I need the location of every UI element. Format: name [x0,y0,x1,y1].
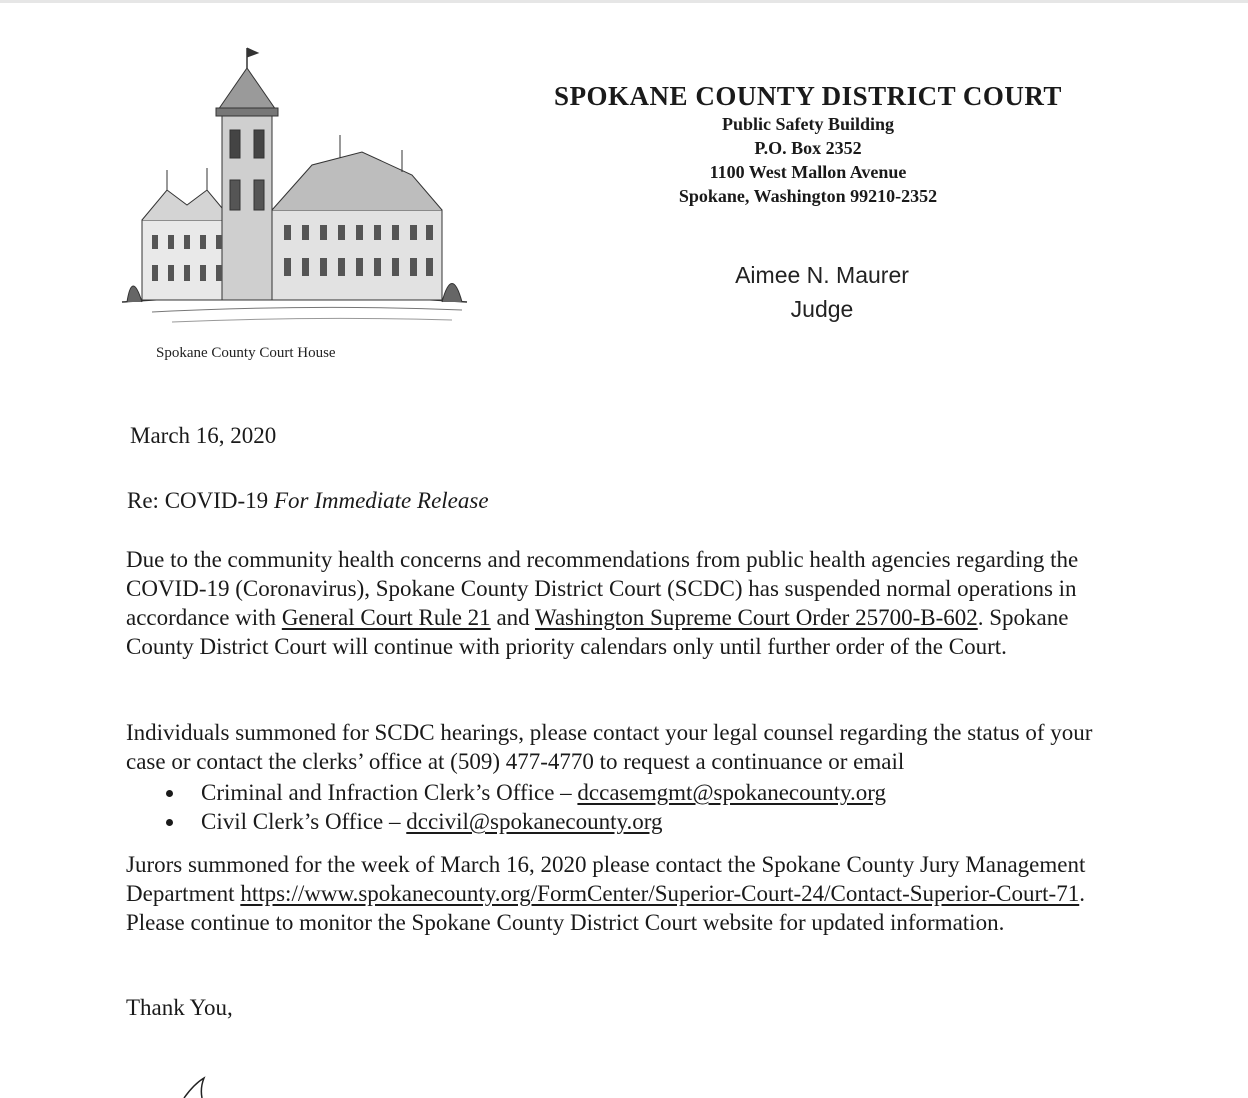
page-top-border [0,0,1248,3]
subject-prefix: Re: COVID-19 [127,488,274,513]
illustration-caption: Spokane County Court House [156,345,336,361]
supreme-court-order-link[interactable]: Washington Supreme Court Order 25700-B-602 [534,605,978,630]
general-court-rule-link[interactable]: General Court Rule 21 [281,605,491,630]
signature-mark [180,1076,220,1098]
bullet-icon [166,819,173,826]
subject-line [127,488,489,514]
criminal-clerk-email-link[interactable]: dccasemgmt@spokanecounty.org [577,780,887,805]
court-building: Public Safety Building [721,114,895,134]
p1-text-3: . Spokane County District Court will continue with priority calendars only until further order of the Court. [126,605,1069,659]
civil-clerk-label: Civil Clerk’s Office – [201,809,407,834]
civil-clerk-email-link[interactable]: dccivil@spokanecounty.org [406,809,663,834]
courthouse-illustration [112,40,474,340]
letter-date: March 16, 2020 [130,423,277,448]
court-header [508,80,1108,208]
bullet-icon [166,790,173,797]
criminal-clerk-label: Criminal and Infraction Clerk’s Office – [201,780,578,805]
subject-italic: For Immediate Release [273,488,489,513]
list-item [160,778,886,807]
jury-management-link[interactable]: https://www.spokanecounty.org/FormCenter/Superior-Court-24/Contact-Superior-Court-71 [240,881,1080,906]
judge-name: Aimee N. Maurer [735,262,909,288]
paragraph-hearings: Individuals summoned for SCDC hearings, please contact your legal counsel regarding the status of your case or contact the clerks’ office at (509) 477-4770 to request a continuance or email [126,720,1093,774]
paragraph-jurors [126,850,1126,937]
p3-text-1: Jurors summoned for the week of March 16, 2020 please contact the Spokane County Jury Management Department [126,852,1086,906]
p3-text-2: . Please continue to monitor the Spokane County District Court website for updated information. [126,881,1085,935]
list-item [160,807,886,836]
judge-title: Judge [790,296,854,322]
court-po-box: P.O. Box 2352 [754,138,862,158]
court-street: 1100 West Mallon Avenue [709,162,907,182]
court-city: Spokane, Washington 99210-2352 [678,186,938,206]
judge-block [622,258,1022,326]
court-name: SPOKANE COUNTY DISTRICT COURT [554,81,1062,111]
clerk-contact-list [160,778,886,836]
paragraph-suspension [126,545,1126,661]
p1-text-1: Due to the community health concerns and recommendations from public health agencies regarding the COVID-19 (Coronavirus), Spokane County District Court (SCDC) has suspended normal operations in accordance with [126,547,1079,630]
p1-text-2: and [490,605,535,630]
closing: Thank You, [126,995,233,1020]
